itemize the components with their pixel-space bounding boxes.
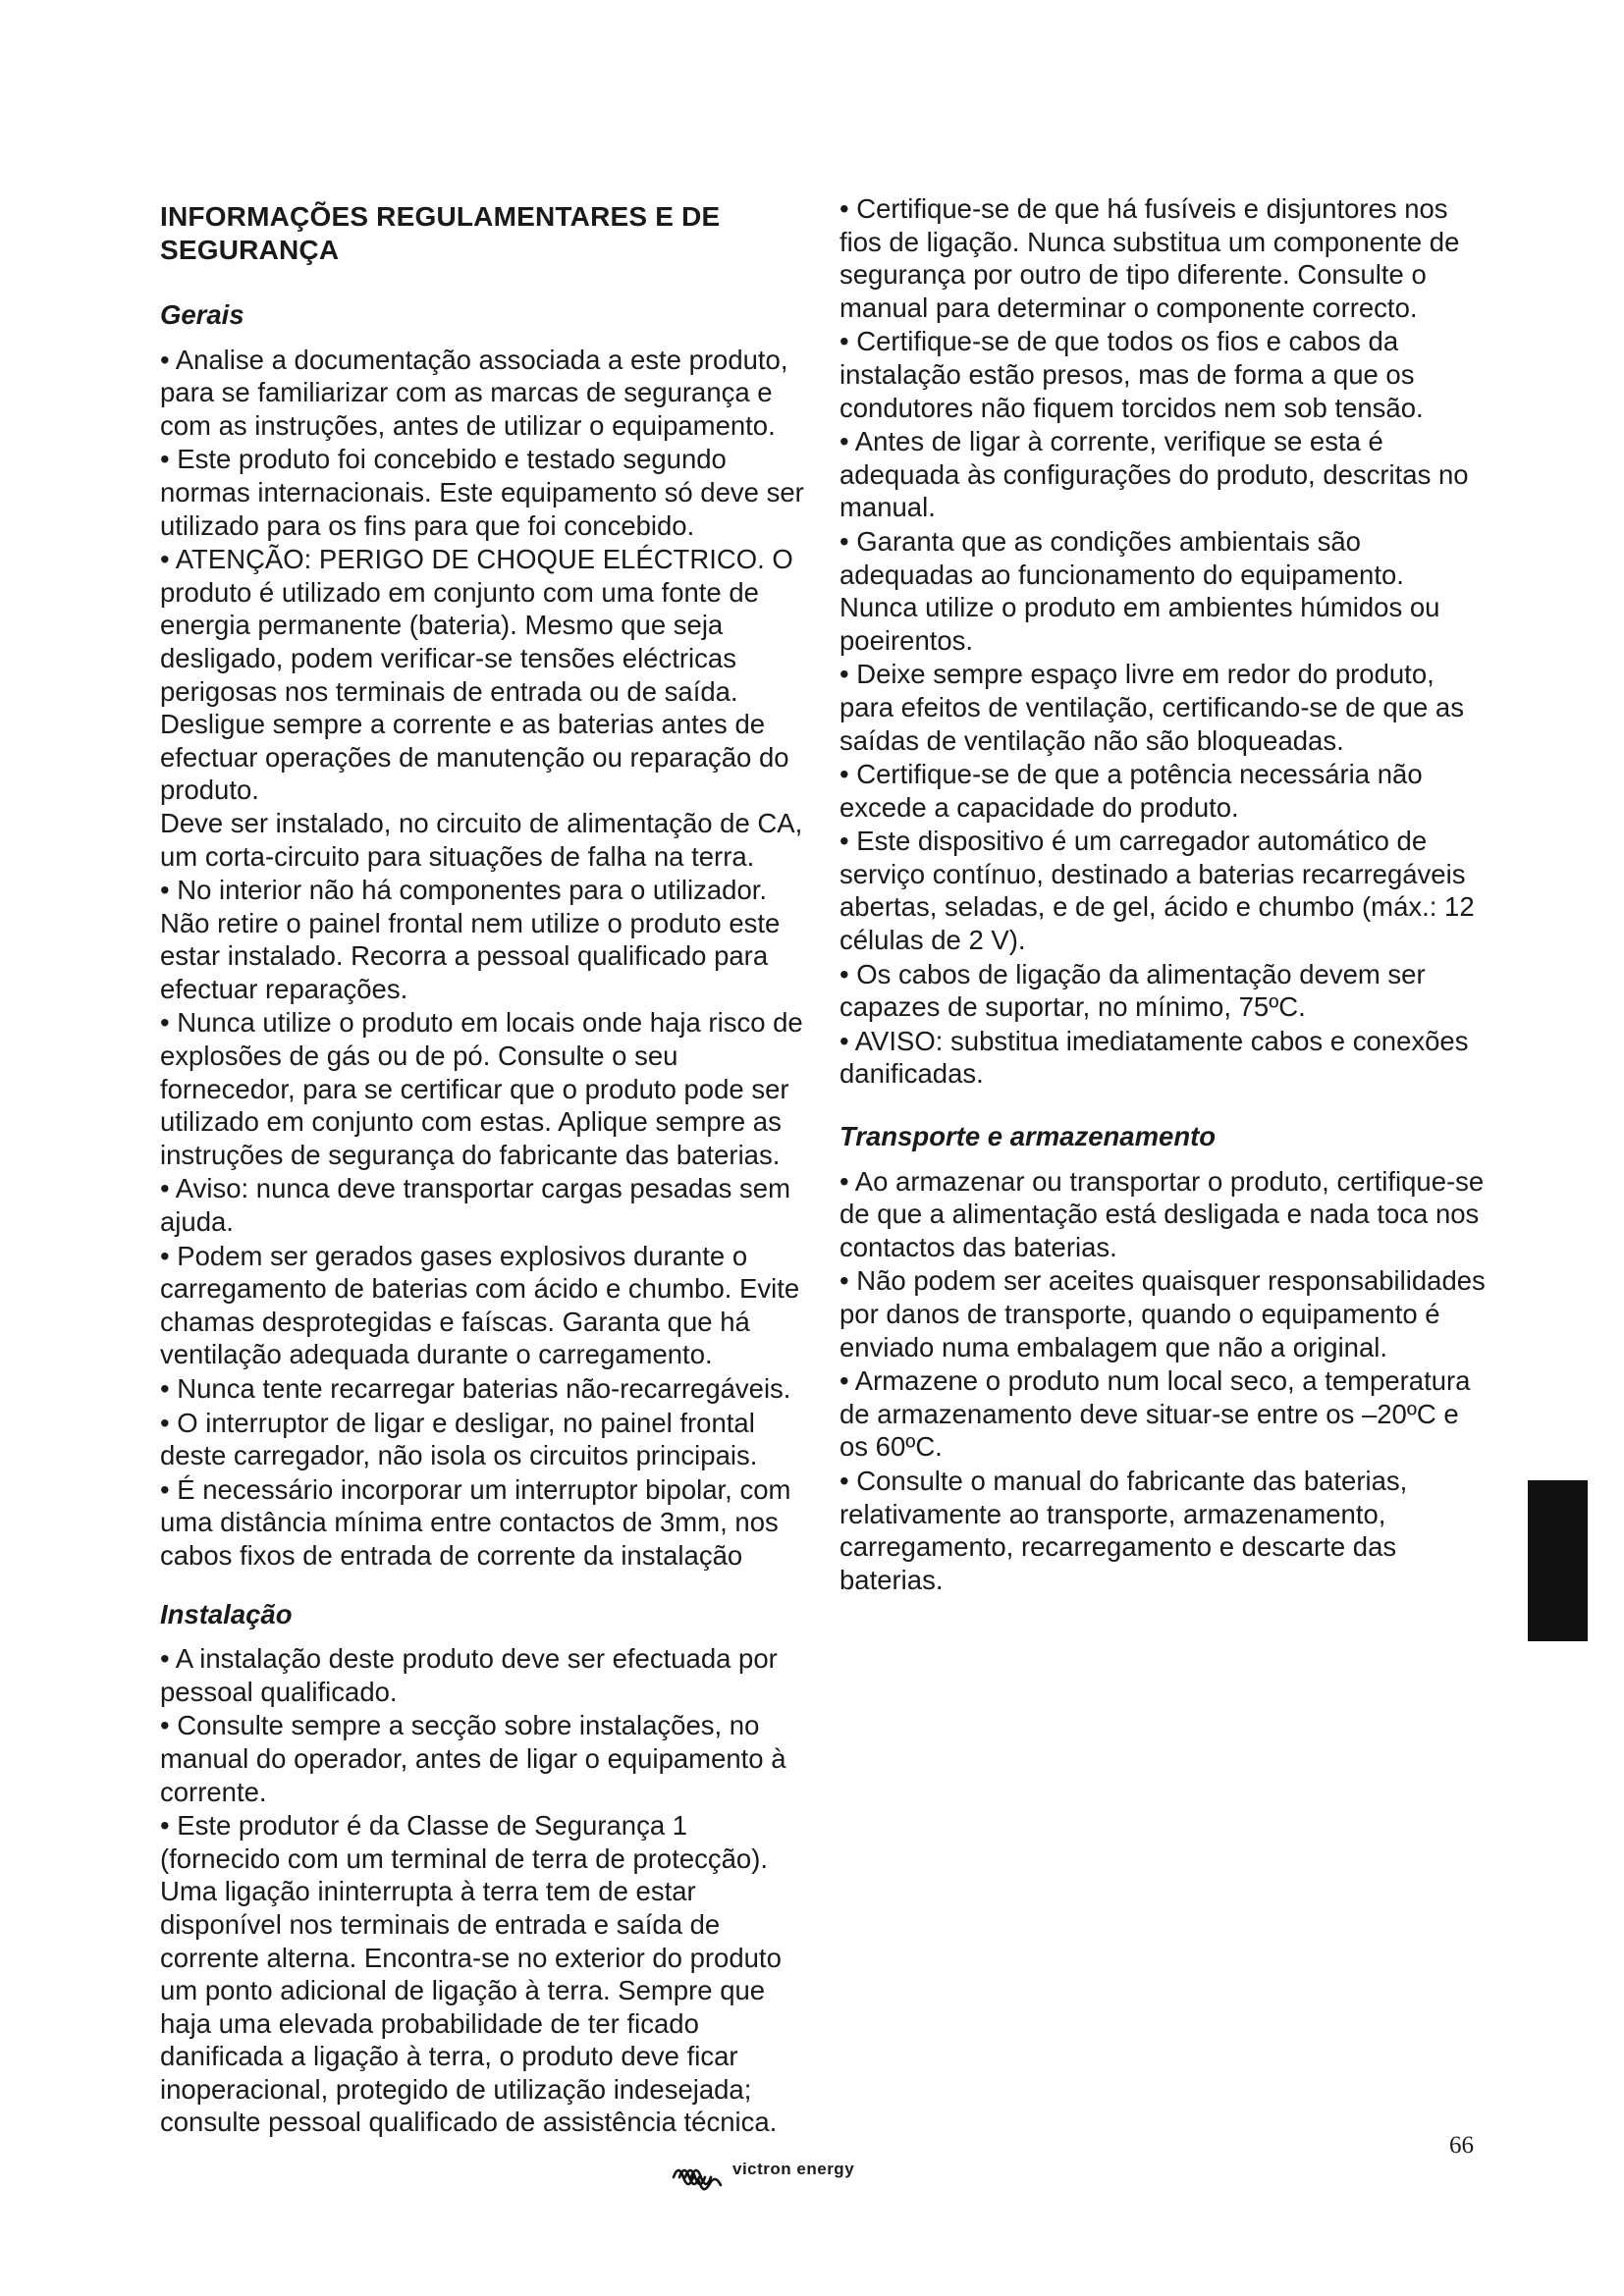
paragraph: • Deixe sempre espaço livre em redor do produto, para efeitos de ventilação, certificando-se de que as saídas de ventilação não são bloqueadas. [839,659,1464,756]
paragraph: • Certifique-se de que todos os fios e cabos da instalação estão presos, mas de forma a que os condutores não fiquem torcidos nem sob tensão. [839,326,1424,423]
section-heading-instalacao: Instalação [160,1598,293,1629]
paragraph: • Ao armazenar ou transportar o produto, certifique-se de que a alimentação está desligada e nada toca nos contactos das baterias. [839,1165,1485,1262]
paragraph: • Nunca tente recarregar baterias não-recarregáveis. [160,1373,791,1404]
paragraph: • Antes de ligar à corrente, verifique se esta é adequada às configurações do produto, descritas no manual. [839,426,1469,523]
paragraph: • Os cabos de ligação da alimentação devem ser capazes de suportar, no mínimo, 75ºC. [839,958,1426,1023]
paragraph: • O interruptor de ligar e desligar, no painel frontal deste carregador, não isola os circuitos principais. [160,1407,758,1471]
paragraph: • Este produto foi concebido e testado segundo normas internacionais. Este equipamento só deve ser utilizado para os fins para que foi concebido. [160,444,804,541]
paragraph: • Este dispositivo é um carregador automático de serviço contínuo, destinado a baterias recarregáveis abertas, seladas, e de gel, ácido e chumbo (máx.: 12 células de 2 V). [839,826,1475,956]
victron-logo-icon [670,2156,727,2197]
paragraph: • AVISO: substitua imediatamente cabos e conexões danificadas. [839,1025,1469,1090]
chapter-tab-marker [1528,1480,1588,1641]
page-number: 66 [1449,2132,1474,2159]
paragraph: • A instalação deste produto deve ser efectuada por pessoal qualificado. [160,1643,778,1707]
section-heading-gerais: Gerais [160,299,244,330]
paragraph: • Certifique-se de que a potência necessária não excede a capacidade do produto. [839,759,1423,823]
paragraph: • É necessário incorporar um interruptor bipolar, com uma distância mínima entre contactos de 3mm, nos cabos fixos de entrada de corrente da instalação [160,1473,791,1571]
paragraph: • Aviso: nunca deve transportar cargas pesadas sem ajuda. [160,1173,790,1238]
paragraph: • Consulte sempre a secção sobre instalações, no manual do operador, antes de ligar o equipamento à corrente. [160,1710,786,1807]
paragraph: • No interior não há componentes para o utilizador. Não retire o painel frontal nem utilize o produto este estar instalado. Recorra a pessoal qualificado para efectuar reparações. [160,875,781,1004]
paragraph: • Este produtor é da Classe de Segurança 1 (fornecido com um terminal de terra de protecção). Uma ligação ininterrupta à terra tem de estar disponível nos terminais de entrada e saída de corrente alterna. Encontra-se no exterior do produto um ponto adicional de ligação à terra. Sempre que haja uma elevada probabilidade de ter ficado danificada a ligação à terra, o produto deve ficar inoperacional, protegido de utilização indesejada; consulte pessoal qualificado de assistência técnica. [160,1810,782,2138]
right-column [839,192,1488,1597]
paragraph: • Consulte o manual do fabricante das baterias, relativamente ao transporte, armazenamento, carregamento, recarregamento e descarte das baterias. [839,1465,1408,1595]
paragraph: • Nunca utilize o produto em locais onde haja risco de explosões de gás ou de pó. Consulte o seu fornecedor, para se certificar que o produto pode ser utilizado em conjunto com estas. Aplique sempre as instruções de segurança do fabricante das baterias. [160,1007,803,1170]
paragraph: Deve ser instalado, no circuito de alimentação de CA, um corta-circuito para situações de falha na terra. [160,807,803,872]
footer-logo [670,2156,854,2205]
paragraph: • ATENÇÃO: PERIGO DE CHOQUE ELÉCTRICO. O produto é utilizado em conjunto com uma fonte de energia permanente (bateria). Mesmo que seja desligado, podem verificar-se tensões eléctricas perigosas nos terminais de entrada ou de saída. Desligue sempre a corrente e as baterias antes de efectuar operações de manutenção ou reparação do produto. [160,544,793,806]
paragraph: • Não podem ser aceites quaisquer responsabilidades por danos de transporte, quando o equipamento é enviado numa embalagem que não a original. [839,1265,1486,1362]
paragraph: • Analise a documentação associada a este produto, para se familiarizar com as marcas de segurança e com as instruções, antes de utilizar o equipamento. [160,344,788,441]
paragraph: • Certifique-se de que há fusíveis e disjuntores nos fios de ligação. Nunca substitua um componente de segurança por outro de tipo diferente. Consulte o manual para determinar o componente correcto. [839,193,1460,323]
section-heading-transporte: Transporte e armazenamento [839,1121,1217,1152]
left-column [160,192,808,2140]
paragraph: • Armazene o produto num local seco, a temperatura de armazenamento deve situar-se entre os –20ºC e os 60ºC. [839,1365,1471,1463]
footer-brand: victron energy [732,2160,855,2178]
paragraph: • Garanta que as condições ambientais são adequadas ao funcionamento do equipamento. Nunca utilize o produto em ambientes húmidos ou poeirentos. [839,525,1440,656]
page-title: INFORMAÇÕES REGULAMENTARES E DE SEGURANÇA [160,201,721,265]
paragraph: • Podem ser gerados gases explosivos durante o carregamento de baterias com ácido e chumbo. Evite chamas desprotegidas e faíscas. Garanta que há ventilação adequada durante o carregamento. [160,1240,800,1370]
